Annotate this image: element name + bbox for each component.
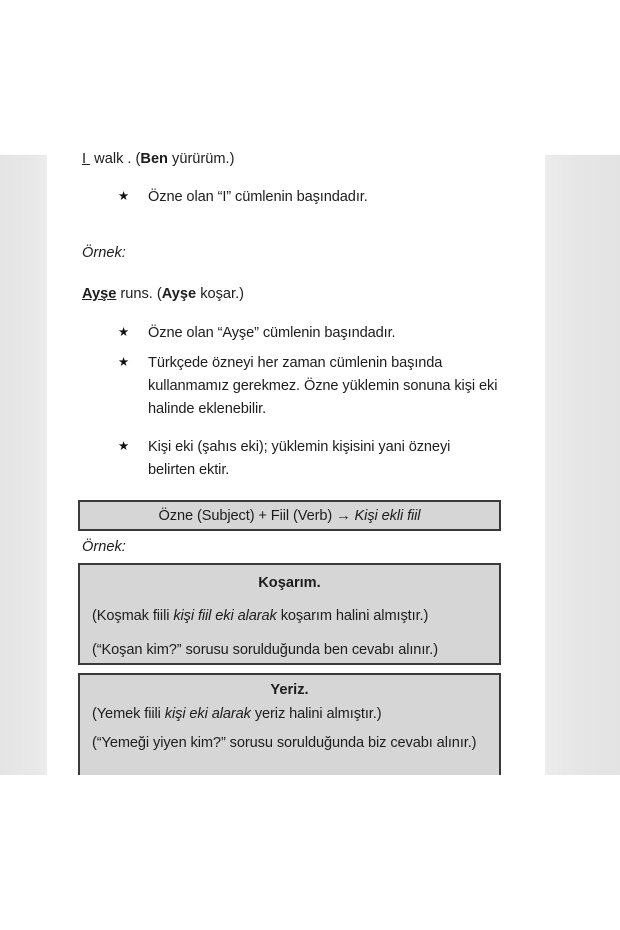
example-box-2-title: Yeriz. — [270, 682, 309, 698]
example-box-2-line-1-pre: (Yemek fiili — [92, 706, 165, 722]
list-item-label: Özne olan “Ayşe” cümlenin başındadır. — [148, 325, 396, 341]
sentence-2-bold-tr: Ayşe — [161, 286, 197, 302]
formula-text — [159, 508, 421, 524]
star-bullet-icon: ★ — [118, 355, 130, 369]
example-sentence-1 — [82, 151, 234, 167]
sentence-2-rest-tr: koşar.) — [196, 286, 244, 302]
star-bullet-icon: ★ — [118, 189, 130, 203]
sentence-2-subject: Ayşe — [82, 286, 117, 302]
page-gutter-right — [545, 155, 620, 775]
example-box-1-title: Koşarım. — [258, 575, 321, 591]
example-box-1-line-1-pre: (Koşmak fiili — [92, 608, 174, 624]
example-box-2-line-1-italic: kişi eki alarak — [164, 706, 251, 722]
example-box-yeriz — [78, 673, 501, 775]
example-box-1-line-1 — [92, 608, 487, 624]
document-sheet — [47, 0, 545, 775]
sentence-1-bold-tr: Ben — [140, 151, 168, 167]
sentence-1-rest-en: walk . ( — [90, 151, 141, 167]
example-box-2-line-2: (“Yemeği yiyen kim?” sorusu sorulduğunda biz cevabı alınır.) — [92, 735, 477, 751]
example-box-2-line-1-post: yeriz halini almıştır.) — [250, 706, 382, 722]
formula-plain: Özne (Subject) + Fiil (Verb) → — [158, 507, 355, 524]
list-item-label: Özne olan “I” cümlenin başındadır. — [148, 189, 368, 205]
example-box-1-line-1-post: koşarım halini almıştır.) — [276, 608, 429, 624]
formula-italic: Kişi ekli fiil — [354, 507, 421, 524]
list-item — [118, 436, 498, 482]
list-item — [118, 322, 498, 345]
page-gutter-left — [0, 155, 47, 775]
list-item-label: Türkçede özneyi her zaman cümlenin başında kullanmamız gerekmez. Özne yüklemin sonuna kişi eki halinde eklenebilir. — [148, 355, 498, 417]
sentence-2-rest-en: runs. ( — [116, 286, 162, 302]
example-label-2: Örnek: — [82, 539, 126, 555]
list-item — [118, 186, 498, 209]
example-box-kosarim — [78, 563, 501, 665]
example-box-1-line-2: (“Koşan kim?” sorusu sorulduğunda ben cevabı alınır.) — [92, 642, 438, 658]
example-box-1-line-1-italic: kişi fiil eki alarak — [173, 608, 277, 624]
list-item — [118, 352, 498, 421]
star-bullet-icon: ★ — [118, 439, 130, 453]
list-item-label: Kişi eki (şahıs eki); yüklemin kişisini yani özneyi belirten ektir. — [148, 439, 451, 478]
example-label-1: Örnek: — [82, 245, 126, 261]
formula-box — [78, 500, 501, 531]
star-bullet-icon: ★ — [118, 325, 130, 339]
example-sentence-2 — [82, 286, 244, 302]
sentence-1-rest-tr: yürürüm.) — [167, 151, 235, 167]
sentence-1-subject: I — [82, 151, 87, 167]
example-box-2-line-1 — [92, 706, 487, 722]
